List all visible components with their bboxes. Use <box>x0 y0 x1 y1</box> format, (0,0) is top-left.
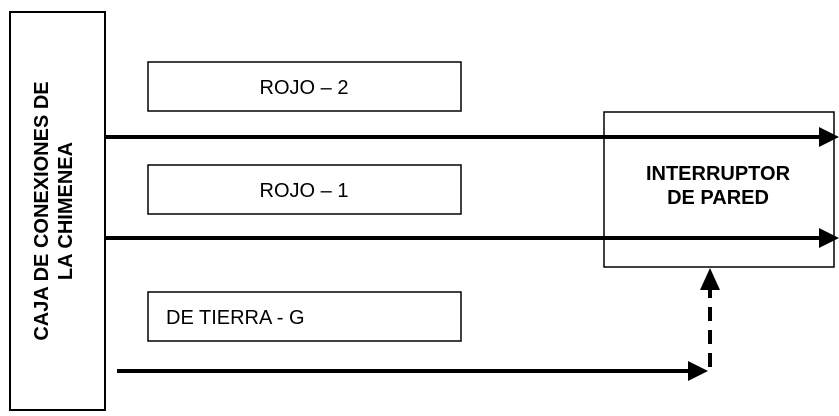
red1-label: ROJO – 1 <box>259 180 349 202</box>
ground-riser-arrowhead <box>700 268 720 290</box>
ground-wire-arrowhead <box>688 361 708 381</box>
junction-box-label-line2: LA CHIMENEA <box>55 141 77 281</box>
junction-box-label-line1: CAJA DE CONEXIONES DE <box>31 81 53 341</box>
wall-switch-label-line2: DE PARED <box>667 187 769 209</box>
wall-switch-label-line1: INTERRUPTOR <box>645 163 791 185</box>
red2-label: ROJO – 2 <box>259 77 349 99</box>
ground-label: DE TIERRA - G <box>166 307 305 329</box>
